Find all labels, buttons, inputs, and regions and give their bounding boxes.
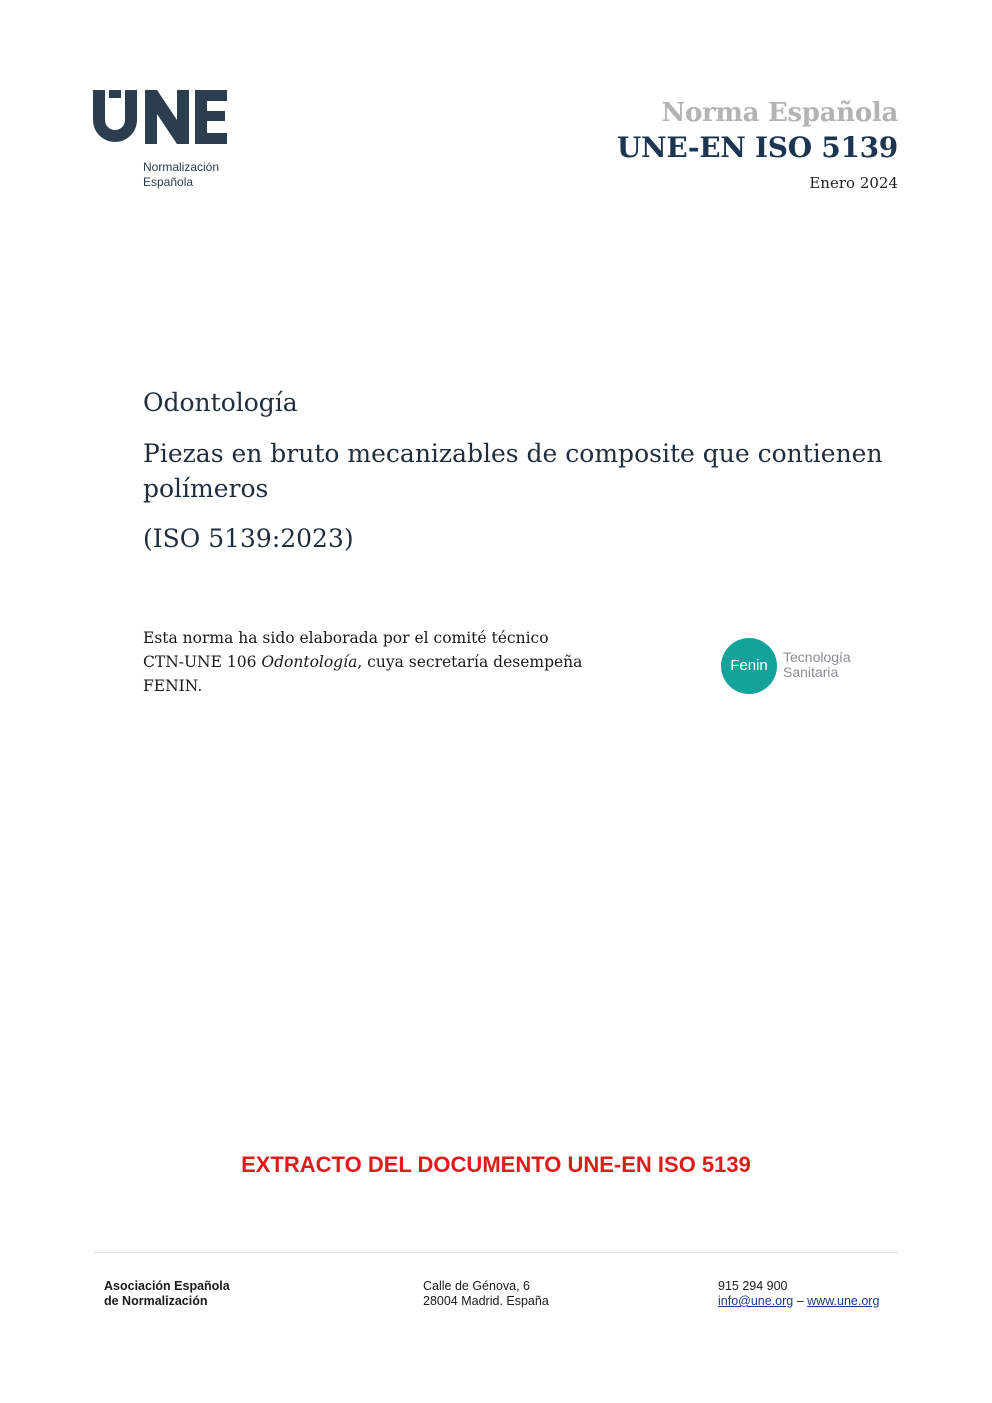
une-subtitle-line1: Normalización [143,160,220,174]
publication-date: Enero 2024 [809,174,898,192]
main-title: Piezas en bruto mecanizables de composite que contienen polímeros [143,439,883,503]
committee-line2 [143,650,663,674]
fenin-circle-icon: Fenin [721,638,777,694]
footer-links [718,1294,879,1309]
committee-statement [143,626,663,698]
footer-address-line2: 28004 Madrid. España [423,1294,549,1308]
une-wordmark-icon [93,88,227,146]
footer-org-line1: Asociación Española [104,1279,230,1293]
fenin-text-line1: Tecnología [783,649,851,665]
committee-line2-suffix: , cuya secretaría desempeña [357,653,583,671]
website-link[interactable]: www.une.org [807,1294,880,1308]
committee-line1: Esta norma ha sido elaborada por el comité técnico [143,629,549,647]
standard-header [617,96,898,192]
norma-label: Norma Española [661,98,898,128]
fenin-logo-text [783,650,851,680]
email-link[interactable]: info@une.org [718,1294,794,1308]
footer-address-line1: Calle de Génova, 6 [423,1279,531,1293]
subject-title: Odontología [143,388,298,417]
footer-org-line2: de Normalización [104,1294,208,1308]
footer-contact [718,1279,879,1309]
footer-link-separator: – [793,1294,808,1308]
une-subtitle-line2: Española [143,175,194,189]
committee-name: Odontología [261,653,358,671]
extract-notice: EXTRACTO DEL DOCUMENTO UNE-EN ISO 5139 [241,1152,751,1177]
committee-code: CTN-UNE 106 [143,653,262,671]
fenin-text-line2: Sanitaria [783,664,839,680]
footer-phone: 915 294 900 [718,1279,788,1293]
une-logo [93,88,253,198]
title-block [143,386,903,556]
une-logo-subtitle [143,160,219,190]
fenin-logo [721,638,891,696]
footer-organization [104,1279,230,1309]
footer-divider [93,1252,899,1253]
standard-code: UNE-EN ISO 5139 [616,131,898,164]
iso-reference: (ISO 5139:2023) [143,524,354,553]
footer-address [423,1279,549,1309]
committee-line3: FENIN. [143,677,203,695]
